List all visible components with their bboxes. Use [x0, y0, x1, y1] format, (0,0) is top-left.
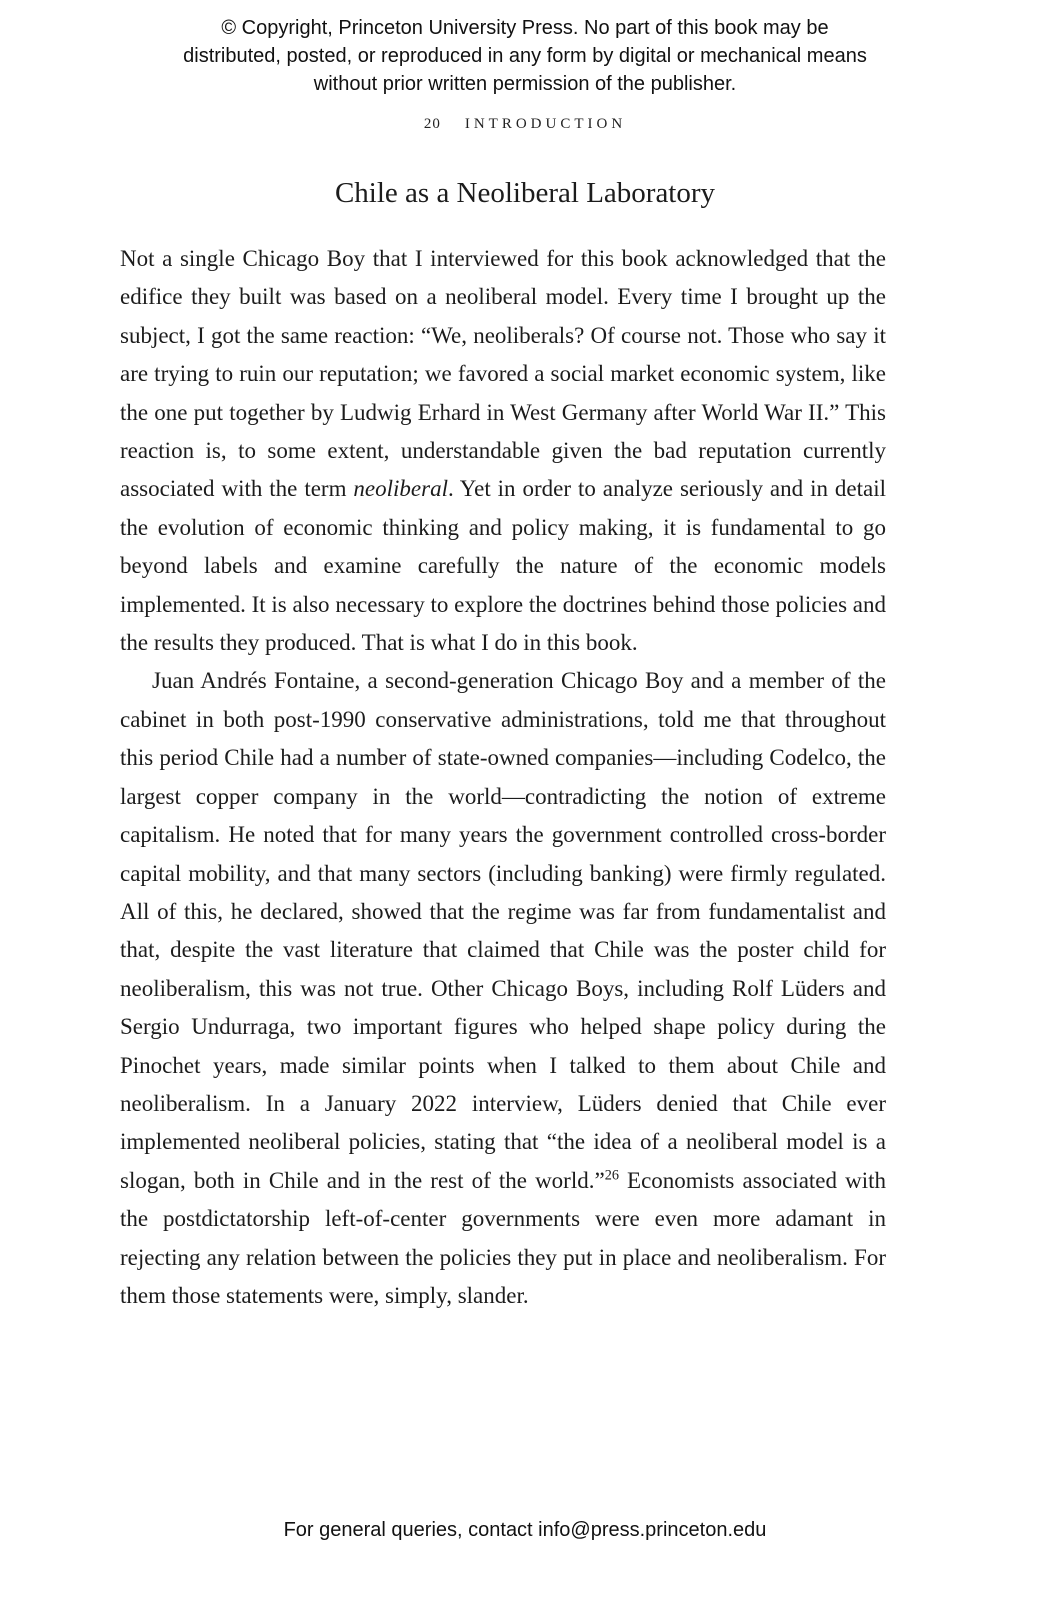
text-run: Juan Andrés Fontaine, a second-generation Chicago Boy and a member of the cabinet in both post-1990 conservative administrations, told me that throughout this period Chile had a number of state-owned companies—including Codelco, the largest copper company in the world—contradicting the notion of extreme capitalism. He noted that for many years the government controlled cross-border capital mobility, and that many sectors (including banking) were firmly regulated. All of this, he declared, showed that the regime was far from fundamentalist and that, despite the vast literature that claimed that Chile was the poster child for neoliberalism, this was not true. Other Chicago Boys, including Rolf Lüders and Sergio Undurraga, two important figures who helped shape policy during the Pinochet years, made similar points when I talked to them about Chile and neoliberalism. In a January 2022 interview, Lüders denied that Chile ever implemented neoliberal policies, stating that “the idea of a neoliberal model is a slogan, both in Chile and in the rest of the world.”: [120, 668, 886, 1193]
text-run: . Yet in order to analyze seriously and in detail the evolution of economic thinking and policy making, it is fundamental to go beyond labels and examine carefully the nature of the economic models implemented. It is also necessary to explore the doctrines behind those policies and the results they produced. That is what I do in this book.: [120, 476, 886, 656]
paragraph: [120, 240, 886, 662]
footer-contact: For general queries, contact info@press.princeton.edu: [283, 1519, 767, 1541]
section-title: Chile as a Neoliberal Laboratory: [334, 177, 716, 209]
body-paragraphs: [120, 240, 886, 1315]
text-run: Not a single Chicago Boy that I interviewed for this book acknowledged that the edifice they built was based on a neoliberal model. Every time I brought up the subject, I got the same reaction: “We, neoliberals? Of course not. Those who say it are trying to ruin our reputation; we favored a social market economic system, like the one put together by Ludwig Erhard in West Germany after World War II.” This reaction is, to some extent, understandable given the bad reputation currently associated with the term: [120, 246, 886, 502]
running-head-chapter: INTRODUCTION: [464, 116, 627, 132]
page-number: 20: [423, 116, 441, 132]
running-head: [0, 116, 1050, 133]
copyright-notice: © Copyright, Princeton University Press. No part of this book may be distributed, posted, or reproduced in any form by digital or mechanical means without prior written permission of the publisher.: [183, 17, 867, 95]
paragraph: [120, 662, 886, 1315]
text-run: neoliberal: [353, 476, 448, 502]
footnote-reference: 26: [604, 1167, 619, 1184]
text-run: Economists associated with the postdictatorship left-of-center governments were even more adamant in rejecting any relation between the policies they put in place and neoliberalism. For them those statements were, simply, slander.: [120, 1167, 886, 1308]
